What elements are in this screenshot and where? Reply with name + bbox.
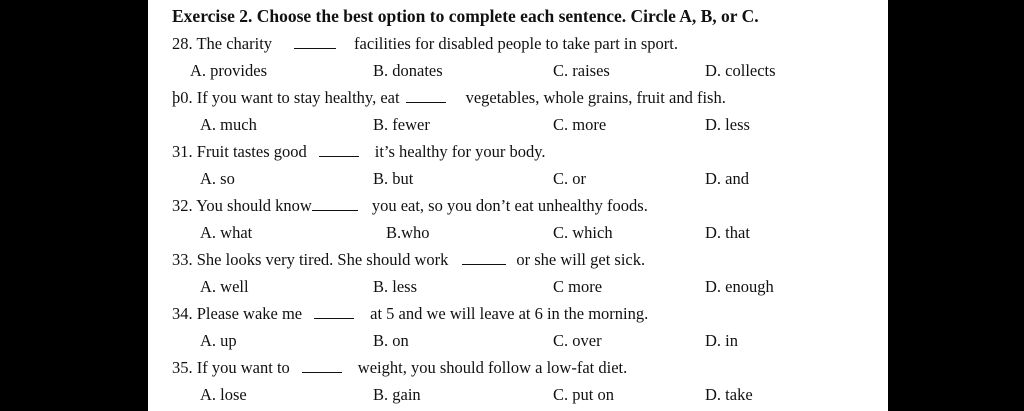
option-a[interactable]: A. lose bbox=[200, 385, 247, 404]
answer-blank bbox=[294, 36, 336, 49]
option-b[interactable]: B. donates bbox=[373, 61, 443, 80]
question-continuation: you eat, so you don’t eat unhealthy foods. bbox=[371, 196, 648, 215]
question-stem: 31. Fruit tastes good bbox=[172, 142, 307, 161]
option-a[interactable]: A. up bbox=[200, 331, 237, 350]
option-d[interactable]: D. in bbox=[705, 331, 738, 350]
question-stem: 34. Please wake me bbox=[172, 304, 303, 323]
question-33 bbox=[172, 250, 645, 270]
option-d[interactable]: D. that bbox=[705, 223, 750, 242]
question-35 bbox=[172, 358, 627, 378]
option-b[interactable]: B. gain bbox=[373, 385, 421, 404]
option-a[interactable]: A. provides bbox=[190, 61, 267, 80]
option-b[interactable]: B.who bbox=[386, 223, 430, 242]
answer-blank bbox=[314, 306, 354, 319]
question-stem: 33. She looks very tired. She should work bbox=[172, 250, 449, 269]
question-34 bbox=[172, 304, 648, 324]
option-a[interactable]: A. much bbox=[200, 115, 257, 134]
option-b[interactable]: B. on bbox=[373, 331, 409, 350]
option-a[interactable]: A. so bbox=[200, 169, 235, 188]
option-c[interactable]: C more bbox=[553, 277, 603, 296]
option-c[interactable]: C. more bbox=[553, 115, 607, 134]
question-continuation: at 5 and we will leave at 6 in the morning. bbox=[370, 304, 649, 323]
option-d[interactable]: D. and bbox=[705, 169, 749, 188]
worksheet bbox=[148, 0, 888, 411]
question-31 bbox=[172, 142, 546, 162]
option-c[interactable]: C. raises bbox=[553, 61, 610, 80]
option-a[interactable]: A. well bbox=[200, 277, 249, 296]
question-stem: þ0. If you want to stay healthy, eat bbox=[172, 88, 400, 107]
question-30 bbox=[172, 88, 726, 108]
answer-blank bbox=[312, 198, 358, 211]
option-c[interactable]: C. or bbox=[553, 169, 586, 188]
option-b[interactable]: B. less bbox=[373, 277, 418, 296]
question-28 bbox=[172, 34, 678, 54]
option-c[interactable]: C. which bbox=[553, 223, 613, 242]
option-c[interactable]: C. over bbox=[553, 331, 602, 350]
option-b[interactable]: B. but bbox=[373, 169, 414, 188]
option-d[interactable]: D. take bbox=[705, 385, 753, 404]
question-continuation: or she will get sick. bbox=[516, 250, 646, 269]
question-continuation: weight, you should follow a low-fat diet. bbox=[357, 358, 628, 377]
question-continuation: vegetables, whole grains, fruit and fish. bbox=[465, 88, 726, 107]
answer-blank bbox=[302, 360, 342, 373]
question-stem: 28. The charity bbox=[172, 34, 273, 53]
option-c[interactable]: C. put on bbox=[553, 385, 614, 404]
exercise-title: Exercise 2. Choose the best option to complete each sentence. Circle A, B, or C. bbox=[172, 6, 759, 26]
answer-blank bbox=[319, 144, 359, 157]
option-d[interactable]: D. collects bbox=[705, 61, 776, 80]
option-d[interactable]: D. enough bbox=[705, 277, 774, 296]
question-stem: 32. You should know bbox=[172, 196, 312, 215]
question-continuation: it’s healthy for your body. bbox=[374, 142, 546, 161]
option-a[interactable]: A. what bbox=[200, 223, 253, 242]
answer-blank bbox=[462, 252, 506, 265]
question-32 bbox=[172, 196, 648, 216]
option-d[interactable]: D. less bbox=[705, 115, 750, 134]
question-stem: 35. If you want to bbox=[172, 358, 290, 377]
option-b[interactable]: B. fewer bbox=[373, 115, 430, 134]
answer-blank bbox=[406, 90, 446, 103]
question-continuation: facilities for disabled people to take part in sport. bbox=[354, 34, 678, 53]
